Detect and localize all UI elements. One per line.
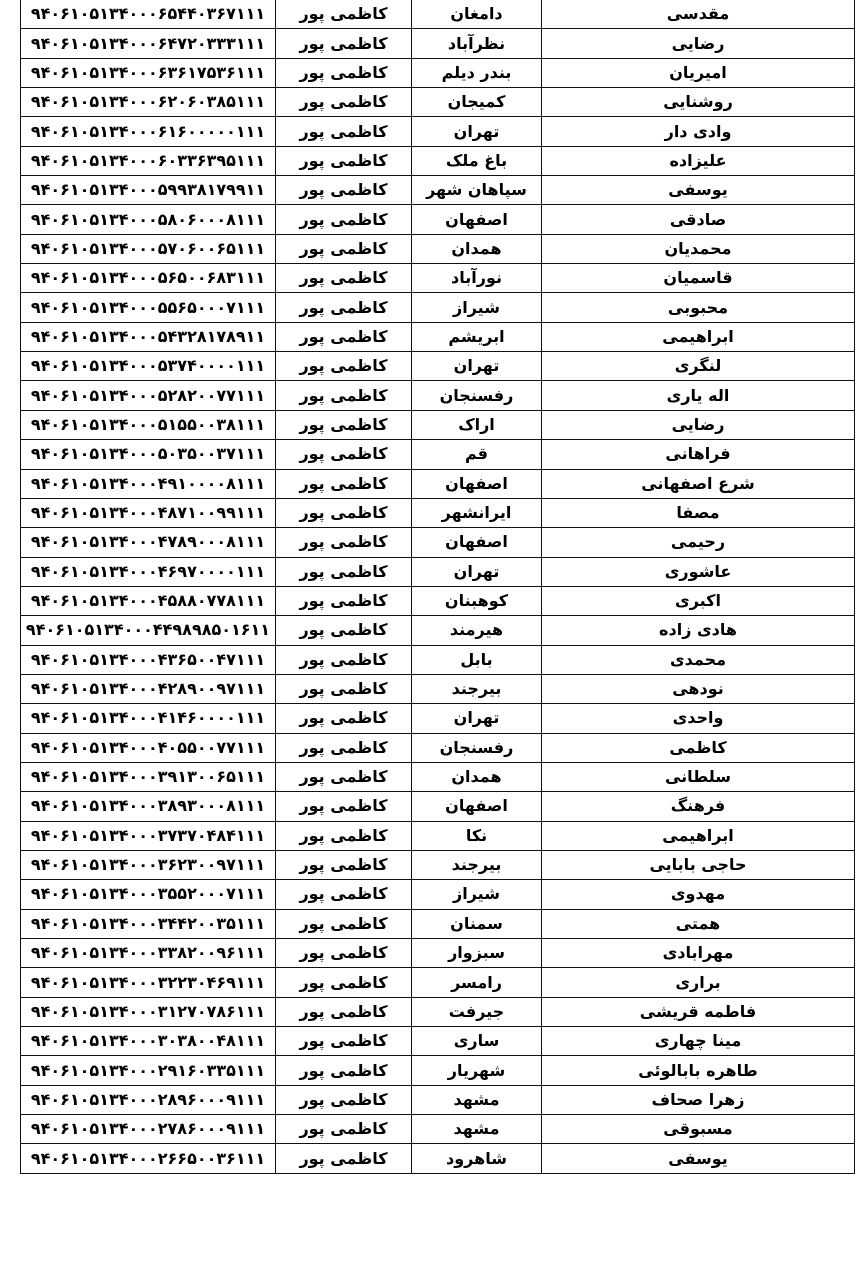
number-cell: ۹۴۰۶۱۰۵۱۳۴۰۰۰۴۷۸۹۰۰۰۸۱۱۱ — [21, 528, 276, 557]
table-row — [21, 821, 855, 850]
surname-cell: کاظمی پور — [276, 352, 412, 381]
table-row — [21, 440, 855, 469]
city-cell: قم — [412, 440, 542, 469]
name-cell: مسبوقی — [542, 1115, 855, 1144]
city-cell: نظرآباد — [412, 29, 542, 58]
number-cell: ۹۴۰۶۱۰۵۱۳۴۰۰۰۴۵۸۸۰۷۷۸۱۱۱ — [21, 586, 276, 615]
name-cell: فرهنگ — [542, 792, 855, 821]
city-cell: نورآباد — [412, 264, 542, 293]
city-cell: اصفهان — [412, 792, 542, 821]
surname-cell: کاظمی پور — [276, 1144, 412, 1173]
table-row — [21, 381, 855, 410]
name-cell: مهدوی — [542, 880, 855, 909]
name-cell: براری — [542, 968, 855, 997]
city-cell: جیرفت — [412, 997, 542, 1026]
number-cell: ۹۴۰۶۱۰۵۱۳۴۰۰۰۳۳۸۲۰۰۹۶۱۱۱ — [21, 939, 276, 968]
name-cell: نودهی — [542, 674, 855, 703]
table-row — [21, 909, 855, 938]
number-cell: ۹۴۰۶۱۰۵۱۳۴۰۰۰۴۲۸۹۰۰۹۷۱۱۱ — [21, 674, 276, 703]
name-cell: مقدسی — [542, 0, 855, 29]
surname-cell: کاظمی پور — [276, 850, 412, 879]
number-cell: ۹۴۰۶۱۰۵۱۳۴۰۰۰۳۰۳۸۰۰۴۸۱۱۱ — [21, 1027, 276, 1056]
city-cell: رفسنجان — [412, 381, 542, 410]
name-cell: ابراهیمی — [542, 821, 855, 850]
number-cell: ۹۴۰۶۱۰۵۱۳۴۰۰۰۶۱۶۰۰۰۰۰۱۱۱ — [21, 117, 276, 146]
number-cell: ۹۴۰۶۱۰۵۱۳۴۰۰۰۳۷۳۷۰۴۸۴۱۱۱ — [21, 821, 276, 850]
city-cell: تهران — [412, 117, 542, 146]
number-cell: ۹۴۰۶۱۰۵۱۳۴۰۰۰۲۸۹۶۰۰۰۹۱۱۱ — [21, 1085, 276, 1114]
number-cell: ۹۴۰۶۱۰۵۱۳۴۰۰۰۲۹۱۶۰۳۳۵۱۱۱ — [21, 1056, 276, 1085]
table-row — [21, 352, 855, 381]
table-row — [21, 29, 855, 58]
table-row — [21, 469, 855, 498]
city-cell: رامسر — [412, 968, 542, 997]
surname-cell: کاظمی پور — [276, 58, 412, 87]
city-cell: بیرجند — [412, 850, 542, 879]
number-cell: ۹۴۰۶۱۰۵۱۳۴۰۰۰۴۸۷۱۰۰۹۹۱۱۱ — [21, 498, 276, 527]
city-cell: شاهرود — [412, 1144, 542, 1173]
table-row — [21, 0, 855, 29]
table-row — [21, 939, 855, 968]
city-cell: ایرانشهر — [412, 498, 542, 527]
table-row — [21, 528, 855, 557]
surname-cell: کاظمی پور — [276, 322, 412, 351]
city-cell: اراک — [412, 410, 542, 439]
name-cell: واحدی — [542, 704, 855, 733]
number-cell: ۹۴۰۶۱۰۵۱۳۴۰۰۰۶۳۶۱۷۵۳۶۱۱۱ — [21, 58, 276, 87]
number-cell: ۹۴۰۶۱۰۵۱۳۴۰۰۰۵۴۳۲۸۱۷۸۹۱۱ — [21, 322, 276, 351]
city-cell: تهران — [412, 352, 542, 381]
city-cell: بندر دیلم — [412, 58, 542, 87]
city-cell: مشهد — [412, 1115, 542, 1144]
surname-cell: کاظمی پور — [276, 117, 412, 146]
name-cell: همتی — [542, 909, 855, 938]
surname-cell: کاظمی پور — [276, 704, 412, 733]
number-cell: ۹۴۰۶۱۰۵۱۳۴۰۰۰۳۵۵۲۰۰۰۷۱۱۱ — [21, 880, 276, 909]
name-cell: محبوبی — [542, 293, 855, 322]
surname-cell: کاظمی پور — [276, 440, 412, 469]
surname-cell: کاظمی پور — [276, 498, 412, 527]
table-row — [21, 733, 855, 762]
number-cell: ۹۴۰۶۱۰۵۱۳۴۰۰۰۲۶۶۵۰۰۳۶۱۱۱ — [21, 1144, 276, 1173]
surname-cell: کاظمی پور — [276, 1115, 412, 1144]
city-cell: همدان — [412, 762, 542, 791]
city-cell: هیرمند — [412, 616, 542, 645]
city-cell: تهران — [412, 557, 542, 586]
surname-cell: کاظمی پور — [276, 616, 412, 645]
number-cell: ۹۴۰۶۱۰۵۱۳۴۰۰۰۶۵۴۴۰۳۶۷۱۱۱ — [21, 0, 276, 29]
surname-cell: کاظمی پور — [276, 293, 412, 322]
city-cell: شهریار — [412, 1056, 542, 1085]
surname-cell: کاظمی پور — [276, 821, 412, 850]
surname-cell: کاظمی پور — [276, 29, 412, 58]
surname-cell: کاظمی پور — [276, 1027, 412, 1056]
surname-cell: کاظمی پور — [276, 939, 412, 968]
number-cell: ۹۴۰۶۱۰۵۱۳۴۰۰۰۲۷۸۶۰۰۰۹۱۱۱ — [21, 1115, 276, 1144]
name-cell: فاطمه قریشی — [542, 997, 855, 1026]
table-row — [21, 792, 855, 821]
surname-cell: کاظمی پور — [276, 381, 412, 410]
name-cell: زهرا صحاف — [542, 1085, 855, 1114]
surname-cell: کاظمی پور — [276, 1085, 412, 1114]
number-cell: ۹۴۰۶۱۰۵۱۳۴۰۰۰۳۹۱۳۰۰۶۵۱۱۱ — [21, 762, 276, 791]
number-cell: ۹۴۰۶۱۰۵۱۳۴۰۰۰۶۰۳۳۶۳۹۵۱۱۱ — [21, 146, 276, 175]
city-cell: سبزوار — [412, 939, 542, 968]
name-cell: رضایی — [542, 29, 855, 58]
city-cell: تهران — [412, 704, 542, 733]
surname-cell: کاظمی پور — [276, 469, 412, 498]
records-table — [20, 0, 855, 1174]
name-cell: روشنایی — [542, 88, 855, 117]
city-cell: همدان — [412, 234, 542, 263]
surname-cell: کاظمی پور — [276, 205, 412, 234]
document-sheet — [20, 0, 854, 1174]
table-row — [21, 1115, 855, 1144]
city-cell: نکا — [412, 821, 542, 850]
name-cell: لنگری — [542, 352, 855, 381]
city-cell: دامغان — [412, 0, 542, 29]
surname-cell: کاظمی پور — [276, 762, 412, 791]
name-cell: سلطانی — [542, 762, 855, 791]
surname-cell: کاظمی پور — [276, 586, 412, 615]
number-cell: ۹۴۰۶۱۰۵۱۳۴۰۰۰۵۹۹۳۸۱۷۹۹۱۱ — [21, 176, 276, 205]
name-cell: علیزاده — [542, 146, 855, 175]
number-cell: ۹۴۰۶۱۰۵۱۳۴۰۰۰۴۳۶۵۰۰۴۷۱۱۱ — [21, 645, 276, 674]
table-row — [21, 264, 855, 293]
name-cell: مینا چهاری — [542, 1027, 855, 1056]
city-cell: بابل — [412, 645, 542, 674]
table-row — [21, 880, 855, 909]
surname-cell: کاظمی پور — [276, 674, 412, 703]
city-cell: کوهبنان — [412, 586, 542, 615]
name-cell: حاجی بابایی — [542, 850, 855, 879]
surname-cell: کاظمی پور — [276, 528, 412, 557]
table-row — [21, 1056, 855, 1085]
table-row — [21, 762, 855, 791]
table-row — [21, 88, 855, 117]
table-row — [21, 968, 855, 997]
number-cell: ۹۴۰۶۱۰۵۱۳۴۰۰۰۵۸۰۶۰۰۰۸۱۱۱ — [21, 205, 276, 234]
name-cell: شرع اصفهانی — [542, 469, 855, 498]
number-cell: ۹۴۰۶۱۰۵۱۳۴۰۰۰۵۰۳۵۰۰۳۷۱۱۱ — [21, 440, 276, 469]
name-cell: محمدیان — [542, 234, 855, 263]
number-cell: ۹۴۰۶۱۰۵۱۳۴۰۰۰۶۴۷۲۰۳۳۳۱۱۱ — [21, 29, 276, 58]
surname-cell: کاظمی پور — [276, 410, 412, 439]
number-cell: ۹۴۰۶۱۰۵۱۳۴۰۰۰۳۱۲۷۰۷۸۶۱۱۱ — [21, 997, 276, 1026]
name-cell: یوسفی — [542, 1144, 855, 1173]
number-cell: ۹۴۰۶۱۰۵۱۳۴۰۰۰۴۱۴۶۰۰۰۰۱۱۱ — [21, 704, 276, 733]
surname-cell: کاظمی پور — [276, 264, 412, 293]
table-row — [21, 293, 855, 322]
number-cell: ۹۴۰۶۱۰۵۱۳۴۰۰۰۵۵۶۵۰۰۰۷۱۱۱ — [21, 293, 276, 322]
surname-cell: کاظمی پور — [276, 88, 412, 117]
name-cell: عاشوری — [542, 557, 855, 586]
name-cell: یوسفی — [542, 176, 855, 205]
number-cell: ۹۴۰۶۱۰۵۱۳۴۰۰۰۴۰۵۵۰۰۷۷۱۱۱ — [21, 733, 276, 762]
table-row — [21, 1085, 855, 1114]
city-cell: شیراز — [412, 880, 542, 909]
name-cell: رضایی — [542, 410, 855, 439]
number-cell: ۹۴۰۶۱۰۵۱۳۴۰۰۰۵۱۵۵۰۰۳۸۱۱۱ — [21, 410, 276, 439]
surname-cell: کاظمی پور — [276, 997, 412, 1026]
name-cell: مهرابادی — [542, 939, 855, 968]
table-row — [21, 176, 855, 205]
table-row — [21, 616, 855, 645]
city-cell: ابریشم — [412, 322, 542, 351]
table-row — [21, 704, 855, 733]
table-row — [21, 117, 855, 146]
table-row — [21, 58, 855, 87]
table-row — [21, 997, 855, 1026]
name-cell: وادی دار — [542, 117, 855, 146]
number-cell: ۹۴۰۶۱۰۵۱۳۴۰۰۰۶۲۰۶۰۳۸۵۱۱۱ — [21, 88, 276, 117]
table-row — [21, 234, 855, 263]
city-cell: سمنان — [412, 909, 542, 938]
city-cell: اصفهان — [412, 205, 542, 234]
name-cell: ابراهیمی — [542, 322, 855, 351]
name-cell: قاسمیان — [542, 264, 855, 293]
number-cell: ۹۴۰۶۱۰۵۱۳۴۰۰۰۳۸۹۳۰۰۰۸۱۱۱ — [21, 792, 276, 821]
number-cell: ۹۴۰۶۱۰۵۱۳۴۰۰۰۴۶۹۷۰۰۰۰۱۱۱ — [21, 557, 276, 586]
name-cell: فراهانی — [542, 440, 855, 469]
table-row — [21, 850, 855, 879]
city-cell: رفسنجان — [412, 733, 542, 762]
surname-cell: کاظمی پور — [276, 1056, 412, 1085]
table-row — [21, 557, 855, 586]
table-row — [21, 322, 855, 351]
name-cell: اله یاری — [542, 381, 855, 410]
surname-cell: کاظمی پور — [276, 733, 412, 762]
name-cell: طاهره بابالوئی — [542, 1056, 855, 1085]
number-cell: ۹۴۰۶۱۰۵۱۳۴۰۰۰۳۲۲۳۰۴۶۹۱۱۱ — [21, 968, 276, 997]
number-cell: ۹۴۰۶۱۰۵۱۳۴۰۰۰۵۶۵۰۰۶۸۳۱۱۱ — [21, 264, 276, 293]
table-row — [21, 645, 855, 674]
city-cell: ساری — [412, 1027, 542, 1056]
number-cell: ۹۴۰۶۱۰۵۱۳۴۰۰۰۴۴۹۸۹۸۵۰۱۶۱۱ — [21, 616, 276, 645]
table-row — [21, 674, 855, 703]
city-cell: کمیجان — [412, 88, 542, 117]
name-cell: محمدی — [542, 645, 855, 674]
name-cell: رحیمی — [542, 528, 855, 557]
surname-cell: کاظمی پور — [276, 880, 412, 909]
records-table-body — [21, 0, 855, 1173]
surname-cell: کاظمی پور — [276, 0, 412, 29]
city-cell: مشهد — [412, 1085, 542, 1114]
table-row — [21, 498, 855, 527]
surname-cell: کاظمی پور — [276, 234, 412, 263]
table-row — [21, 410, 855, 439]
number-cell: ۹۴۰۶۱۰۵۱۳۴۰۰۰۳۶۲۳۰۰۹۷۱۱۱ — [21, 850, 276, 879]
city-cell: بیرجند — [412, 674, 542, 703]
table-row — [21, 146, 855, 175]
number-cell: ۹۴۰۶۱۰۵۱۳۴۰۰۰۴۹۱۰۰۰۰۸۱۱۱ — [21, 469, 276, 498]
surname-cell: کاظمی پور — [276, 176, 412, 205]
table-row — [21, 1144, 855, 1173]
number-cell: ۹۴۰۶۱۰۵۱۳۴۰۰۰۳۴۴۲۰۰۳۵۱۱۱ — [21, 909, 276, 938]
city-cell: باغ ملک — [412, 146, 542, 175]
city-cell: سپاهان شهر — [412, 176, 542, 205]
city-cell: شیراز — [412, 293, 542, 322]
number-cell: ۹۴۰۶۱۰۵۱۳۴۰۰۰۵۷۰۶۰۰۶۵۱۱۱ — [21, 234, 276, 263]
surname-cell: کاظمی پور — [276, 792, 412, 821]
number-cell: ۹۴۰۶۱۰۵۱۳۴۰۰۰۵۲۸۲۰۰۷۷۱۱۱ — [21, 381, 276, 410]
surname-cell: کاظمی پور — [276, 645, 412, 674]
name-cell: مصفا — [542, 498, 855, 527]
surname-cell: کاظمی پور — [276, 146, 412, 175]
name-cell: اکبری — [542, 586, 855, 615]
table-row — [21, 205, 855, 234]
surname-cell: کاظمی پور — [276, 968, 412, 997]
name-cell: صادقی — [542, 205, 855, 234]
table-row — [21, 1027, 855, 1056]
number-cell: ۹۴۰۶۱۰۵۱۳۴۰۰۰۵۳۷۴۰۰۰۰۱۱۱ — [21, 352, 276, 381]
surname-cell: کاظمی پور — [276, 557, 412, 586]
city-cell: اصفهان — [412, 469, 542, 498]
surname-cell: کاظمی پور — [276, 909, 412, 938]
name-cell: امیریان — [542, 58, 855, 87]
name-cell: هادی زاده — [542, 616, 855, 645]
name-cell: کاظمی — [542, 733, 855, 762]
table-row — [21, 586, 855, 615]
city-cell: اصفهان — [412, 528, 542, 557]
